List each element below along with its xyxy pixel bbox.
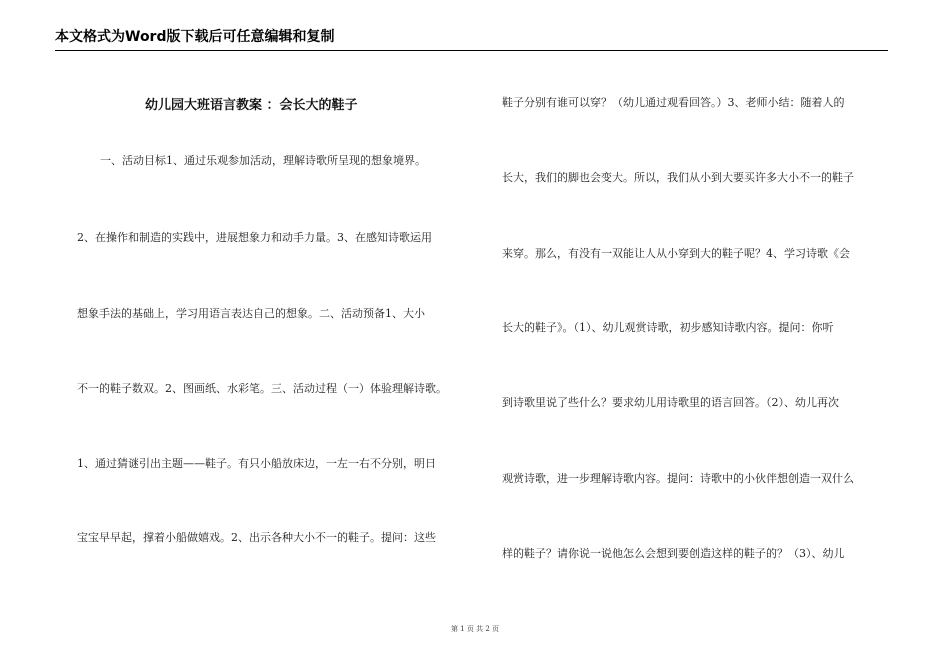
paragraph-line: 一、活动目标1、通过乐观参加活动，理解诗歌所呈现的想象境界。	[100, 154, 426, 167]
paragraph-line: 到诗歌里说了些什么？要求幼儿用诗歌里的语言回答。（2）、幼儿再次	[502, 396, 839, 409]
download-notice-banner: 本文格式为Word版下载后可任意编辑和复制	[55, 29, 335, 45]
paragraph-line: 2、在操作和制造的实践中，进展想象力和动手力量。3、在感知诗歌运用	[77, 231, 432, 244]
paragraph-line: 样的鞋子？请你说一说他怎么会想到要创造这样的鞋子的？（3）、幼儿	[502, 547, 845, 560]
paragraph-line: 1、通过猜谜引出主题——鞋子。有只小船放床边，一左一右不分别，明日	[77, 457, 436, 470]
paragraph-line: 想象手法的基础上，学习用语言表达自己的想象。二、活动预备1、大小	[77, 307, 425, 320]
paragraph-line: 观赏诗歌，进一步理解诗歌内容。提问：诗歌中的小伙伴想创造一双什么	[502, 472, 854, 485]
header-divider	[55, 50, 888, 51]
paragraph-line: 不一的鞋子数双。2、图画纸、水彩笔。三、活动过程（一）体验理解诗歌。	[77, 382, 447, 395]
paragraph-line: 长大，我们的脚也会变大。所以，我们从小到大要买许多大小不一的鞋子	[502, 171, 854, 184]
document-title: 幼儿园大班语言教案 ：会长大的鞋子	[145, 98, 358, 113]
paragraph-line: 长大的鞋子》。（1）、幼儿观赏诗歌，初步感知诗歌内容。提问：你听	[502, 321, 834, 334]
paragraph-line: 鞋子分别有谁可以穿？（幼儿通过观看回答。）3、老师小结：随着人的	[502, 96, 845, 109]
paragraph-line: 来穿。那么，有没有一双能让人从小穿到大的鞋子呢？4、学习诗歌《会	[502, 247, 850, 260]
paragraph-line: 宝宝早早起，撑着小船做嬉戏。2、出示各种大小不一的鞋子。提问：这些	[77, 531, 436, 544]
page-number: 第 1 页 共 2 页	[450, 625, 500, 633]
